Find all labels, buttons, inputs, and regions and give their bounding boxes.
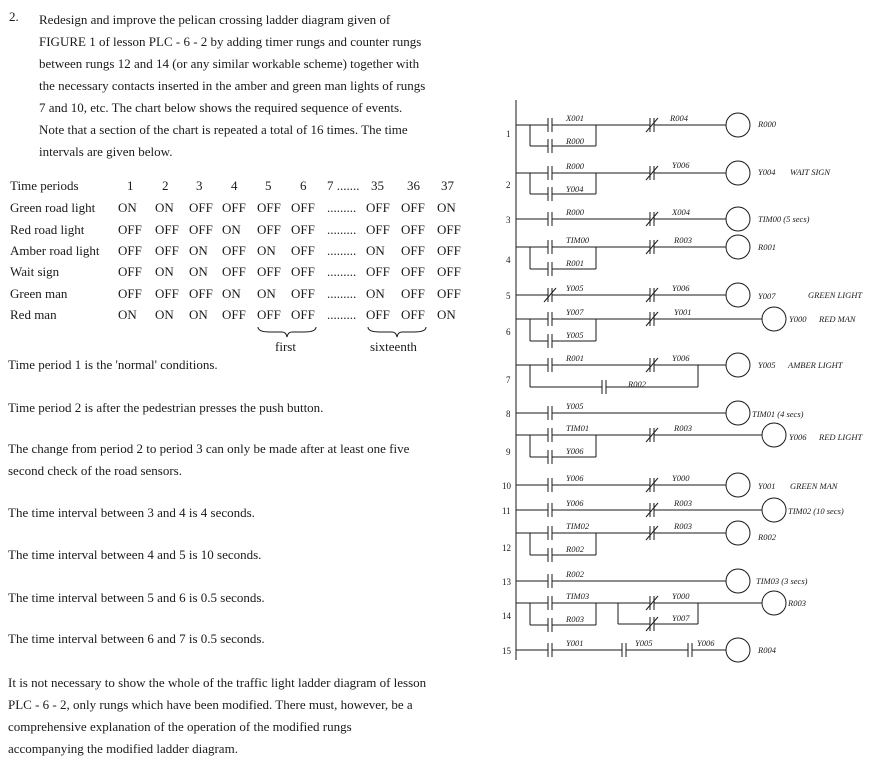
output-label: Y001 (758, 481, 776, 491)
table-cell: OFF (222, 200, 246, 215)
table-cell: OFF (366, 307, 390, 322)
contact-label: Y006 (566, 498, 584, 508)
table-cell: OFF (257, 264, 281, 279)
table-cell: ......... (327, 307, 357, 322)
table-cell: ......... (327, 286, 357, 301)
table-col-header: 37 (441, 178, 454, 193)
table-row-label: Green man (10, 286, 68, 301)
table-row-label: Amber road light (10, 243, 100, 258)
table-col-header: 4 (231, 178, 238, 193)
table-cell: OFF (401, 222, 425, 237)
table-header-label: Time periods (10, 178, 79, 193)
table-cell: OFF (155, 286, 179, 301)
output-label: TIM01 (4 secs) (752, 409, 804, 419)
question-line: Redesign and improve the pelican crossing ladder diagram given of (39, 12, 391, 27)
table-cell: OFF (257, 200, 281, 215)
table-cell: OFF (291, 307, 315, 322)
contact-label: Y000 (672, 473, 690, 483)
contact-label: Y007 (566, 307, 584, 317)
output-label: Y000 (789, 314, 807, 324)
contact-label: X001 (566, 113, 584, 123)
contact-label: Y001 (566, 638, 584, 648)
contact-label: Y006 (672, 283, 690, 293)
table-cell: ON (189, 307, 208, 322)
contact-label: X004 (672, 207, 690, 217)
table-col-header: 2 (162, 178, 169, 193)
output-desc: GREEN LIGHT (808, 290, 863, 300)
table-cell: ON (366, 286, 385, 301)
rung-number: 10 (502, 481, 511, 491)
table-braces (250, 325, 450, 339)
contact-label: R002 (628, 379, 646, 389)
output-label: R000 (758, 119, 776, 129)
rung-number: 1 (506, 129, 511, 139)
note-interval-5-6: The time interval between 5 and 6 is 0.5 seconds. (8, 590, 265, 605)
table-cell: ON (222, 286, 241, 301)
contact-label: Y005 (566, 283, 584, 293)
contact-label: R004 (670, 113, 688, 123)
table-cell: OFF (437, 264, 461, 279)
brace-sixteenth (368, 327, 426, 337)
table-cell: ......... (327, 264, 357, 279)
table-cell: ON (437, 200, 456, 215)
brace-first-label: first (275, 339, 296, 354)
table-col-header: 1 (127, 178, 134, 193)
question-line: between rungs 12 and 14 (or any similar workable scheme) together with (39, 56, 420, 71)
table-cell: OFF (291, 222, 315, 237)
rung-number: 3 (506, 215, 511, 225)
table-cell: OFF (291, 286, 315, 301)
table-cell: ......... (327, 222, 357, 237)
rung-number: 2 (506, 180, 511, 190)
rung-number: 7 (506, 375, 511, 385)
contact-label: Y005 (566, 401, 584, 411)
contact-label: Y001 (674, 307, 692, 317)
contact-label: Y005 (566, 330, 584, 340)
table-cell: OFF (189, 222, 213, 237)
table-cell: OFF (291, 200, 315, 215)
rung-number: 15 (502, 646, 511, 656)
rung-number: 5 (506, 291, 511, 301)
table-cell: OFF (222, 264, 246, 279)
table-cell: OFF (366, 264, 390, 279)
question-line: FIGURE 1 of lesson PLC - 6 - 2 by adding timer rungs and counter rungs (39, 34, 422, 49)
output-label: Y007 (758, 291, 776, 301)
table-col-header: 3 (196, 178, 203, 193)
table-cell: ON (155, 200, 174, 215)
table-cell: ON (257, 286, 276, 301)
note-interval-6-7: The time interval between 6 and 7 is 0.5 seconds. (8, 631, 265, 646)
table-cell: ON (257, 243, 276, 258)
contact-label: TIM03 (566, 591, 590, 601)
table-cell: OFF (401, 243, 425, 258)
brace-first (258, 327, 316, 337)
rung-number: 11 (502, 506, 511, 516)
table-cell: ON (437, 307, 456, 322)
table-cell: OFF (155, 222, 179, 237)
contact-label: R003 (674, 498, 692, 508)
contact-label: Y005 (635, 638, 653, 648)
output-label: R003 (788, 598, 806, 608)
note-period-2-3: The change from period 2 to period 3 can only be made after at least one five second check of the road sensors. (8, 441, 410, 478)
table-row-label: Wait sign (10, 264, 60, 279)
output-desc: WAIT SIGN (790, 167, 831, 177)
question-text (39, 9, 467, 163)
question-number: 2. (9, 9, 19, 24)
table-cell: ON (366, 243, 385, 258)
contact-label: Y006 (566, 473, 584, 483)
table-row-label: Green road light (10, 200, 96, 215)
note-period-2: Time period 2 is after the pedestrian presses the push button. (8, 400, 324, 415)
contact-label: R001 (566, 258, 584, 268)
output-label: TIM02 (10 secs) (788, 506, 844, 516)
rung-number: 9 (506, 447, 511, 457)
table-cell: OFF (118, 286, 142, 301)
table-cell: OFF (437, 222, 461, 237)
table-cell: ON (189, 243, 208, 258)
table-cell: OFF (401, 264, 425, 279)
output-desc: AMBER LIGHT (788, 360, 843, 370)
table-cell: ON (155, 307, 174, 322)
contact-label: TIM00 (566, 235, 590, 245)
question-line: 7 and 10, etc. The chart below shows the required sequence of events. (39, 100, 403, 115)
table-cell: OFF (291, 243, 315, 258)
table-cell: OFF (257, 307, 281, 322)
question-line: the necessary contacts inserted in the amber and green man lights of rungs (39, 78, 426, 93)
output-label: Y004 (758, 167, 776, 177)
table-cell: ON (155, 264, 174, 279)
rung-number: 12 (502, 543, 511, 553)
contact-label: Y006 (672, 353, 690, 363)
ladder-diagram (490, 95, 885, 665)
rung-number: 13 (502, 577, 511, 587)
table-cell: OFF (366, 222, 390, 237)
rung-number: 14 (502, 611, 511, 621)
output-label: Y006 (789, 432, 807, 442)
question-line: Note that a section of the chart is repeated a total of 16 times. The time (39, 122, 408, 137)
contact-label: TIM01 (566, 423, 590, 433)
contact-label: Y006 (672, 160, 690, 170)
contact-label: R001 (566, 353, 584, 363)
contact-label: R002 (566, 544, 584, 554)
contact-label: Y004 (566, 184, 584, 194)
table-cell: OFF (291, 264, 315, 279)
table-cell: ......... (327, 200, 357, 215)
rung-number: 6 (506, 327, 511, 337)
output-label: Y005 (758, 360, 776, 370)
table-cell: ON (222, 222, 241, 237)
contact-label: R000 (566, 136, 584, 146)
contact-label: R003 (674, 235, 692, 245)
output-label: R001 (758, 242, 776, 252)
contact-label: R000 (566, 207, 584, 217)
output-label: R002 (758, 532, 776, 542)
rung-number: 4 (506, 255, 511, 265)
table-cell: ......... (327, 243, 357, 258)
table-cell: OFF (222, 307, 246, 322)
table-cell: OFF (155, 243, 179, 258)
output-desc: RED LIGHT (819, 432, 863, 442)
contact-label: R003 (674, 423, 692, 433)
output-desc: GREEN MAN (790, 481, 838, 491)
contact-label: R003 (566, 614, 584, 624)
table-col-header: 5 (265, 178, 272, 193)
table-cell: ON (189, 264, 208, 279)
table-col-header: 36 (407, 178, 420, 193)
table-cell: OFF (366, 200, 390, 215)
table-cell: OFF (401, 286, 425, 301)
table-cell: OFF (189, 200, 213, 215)
contact-label: TIM02 (566, 521, 590, 531)
table-cell: ON (118, 200, 137, 215)
note-period-1: Time period 1 is the 'normal' conditions. (8, 357, 218, 372)
contact-label: Y006 (566, 446, 584, 456)
table-cell: OFF (437, 286, 461, 301)
contact-label: Y000 (672, 591, 690, 601)
note-interval-3-4: The time interval between 3 and 4 is 4 seconds. (8, 505, 255, 520)
table-col-header: 7 ....... (327, 178, 360, 193)
note-interval-4-5: The time interval between 4 and 5 is 10 seconds. (8, 547, 262, 562)
question-line: intervals are given below. (39, 144, 173, 159)
output-desc: RED MAN (819, 314, 856, 324)
table-cell: OFF (118, 243, 142, 258)
rung-number: 8 (506, 409, 511, 419)
table-cell: OFF (437, 243, 461, 258)
table-cell: OFF (401, 200, 425, 215)
table-cell: OFF (118, 264, 142, 279)
brace-sixteenth-label: sixteenth (370, 339, 417, 354)
table-row-label: Red road light (10, 222, 85, 237)
output-label: R004 (758, 645, 776, 655)
output-coil (726, 113, 750, 137)
table-cell: OFF (401, 307, 425, 322)
table-col-header: 35 (371, 178, 384, 193)
contact-label: R000 (566, 161, 584, 171)
contact-label: Y007 (672, 613, 690, 623)
output-label: TIM03 (3 secs) (756, 576, 808, 586)
table-col-header: 6 (300, 178, 307, 193)
table-cell: OFF (257, 222, 281, 237)
table-cell: OFF (222, 243, 246, 258)
table-cell: ON (118, 307, 137, 322)
output-label: TIM00 (5 secs) (758, 214, 810, 224)
contact-label: Y006 (697, 638, 715, 648)
contact-label: R002 (566, 569, 584, 579)
table-cell: OFF (118, 222, 142, 237)
table-row-label: Red man (10, 307, 57, 322)
note-instructions: It is not necessary to show the whole of the traffic light ladder diagram of lesson PLC - 6 - 2, only rungs which have been modified. There must, however, be a comprehensive explanation of the operation of the modified rungs accompanying the modified ladder diagram. (8, 675, 427, 756)
contact-label: R003 (674, 521, 692, 531)
table-cell: OFF (189, 286, 213, 301)
